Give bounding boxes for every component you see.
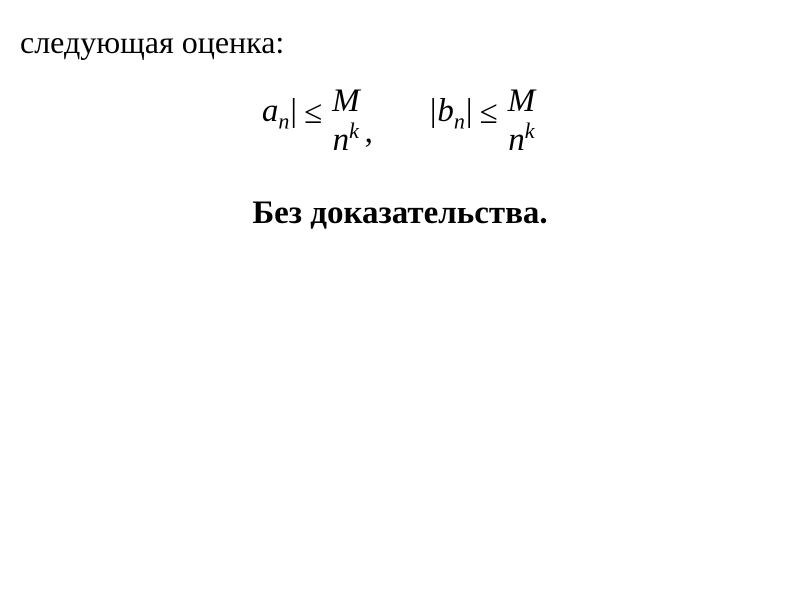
formula-1-lhs: [260, 92, 298, 134]
formula-1-denominator-base: n: [332, 121, 350, 158]
formula-1-denominator: [333, 119, 359, 158]
without-proof-note: Без доказательства.: [252, 195, 548, 231]
formula-2-denominator: [508, 119, 534, 158]
formula-1-numerator: M: [332, 83, 360, 119]
formula-1: [260, 84, 373, 157]
formula-row: [0, 84, 800, 157]
formula-1-close-bar: |: [290, 92, 297, 129]
formula-1-leq-operator: ≤: [303, 95, 323, 132]
formula-1-trailing-comma: ,: [364, 114, 373, 151]
formula-2-lhs: [429, 92, 474, 134]
formula-2-fraction: [508, 84, 536, 157]
formula-2-subscript: n: [453, 108, 465, 134]
formula-2-numerator: M: [507, 83, 536, 119]
formula-2-denominator-base: n: [508, 121, 525, 158]
formula-2: [429, 84, 540, 157]
formula-1-subscript: n: [278, 108, 290, 134]
formula-2-open-bar: |: [429, 92, 437, 129]
formula-2-variable: b: [437, 92, 454, 129]
formula-2-denominator-exponent: k: [524, 117, 535, 143]
formula-2-close-bar: |: [465, 92, 473, 129]
formula-2-leq-operator: ≤: [479, 95, 498, 132]
formula-1-variable: a: [261, 92, 279, 129]
formula-1-fraction: [332, 84, 360, 157]
slide-heading: следующая оценка:: [20, 24, 285, 60]
formula-1-denominator-exponent: k: [349, 117, 359, 143]
